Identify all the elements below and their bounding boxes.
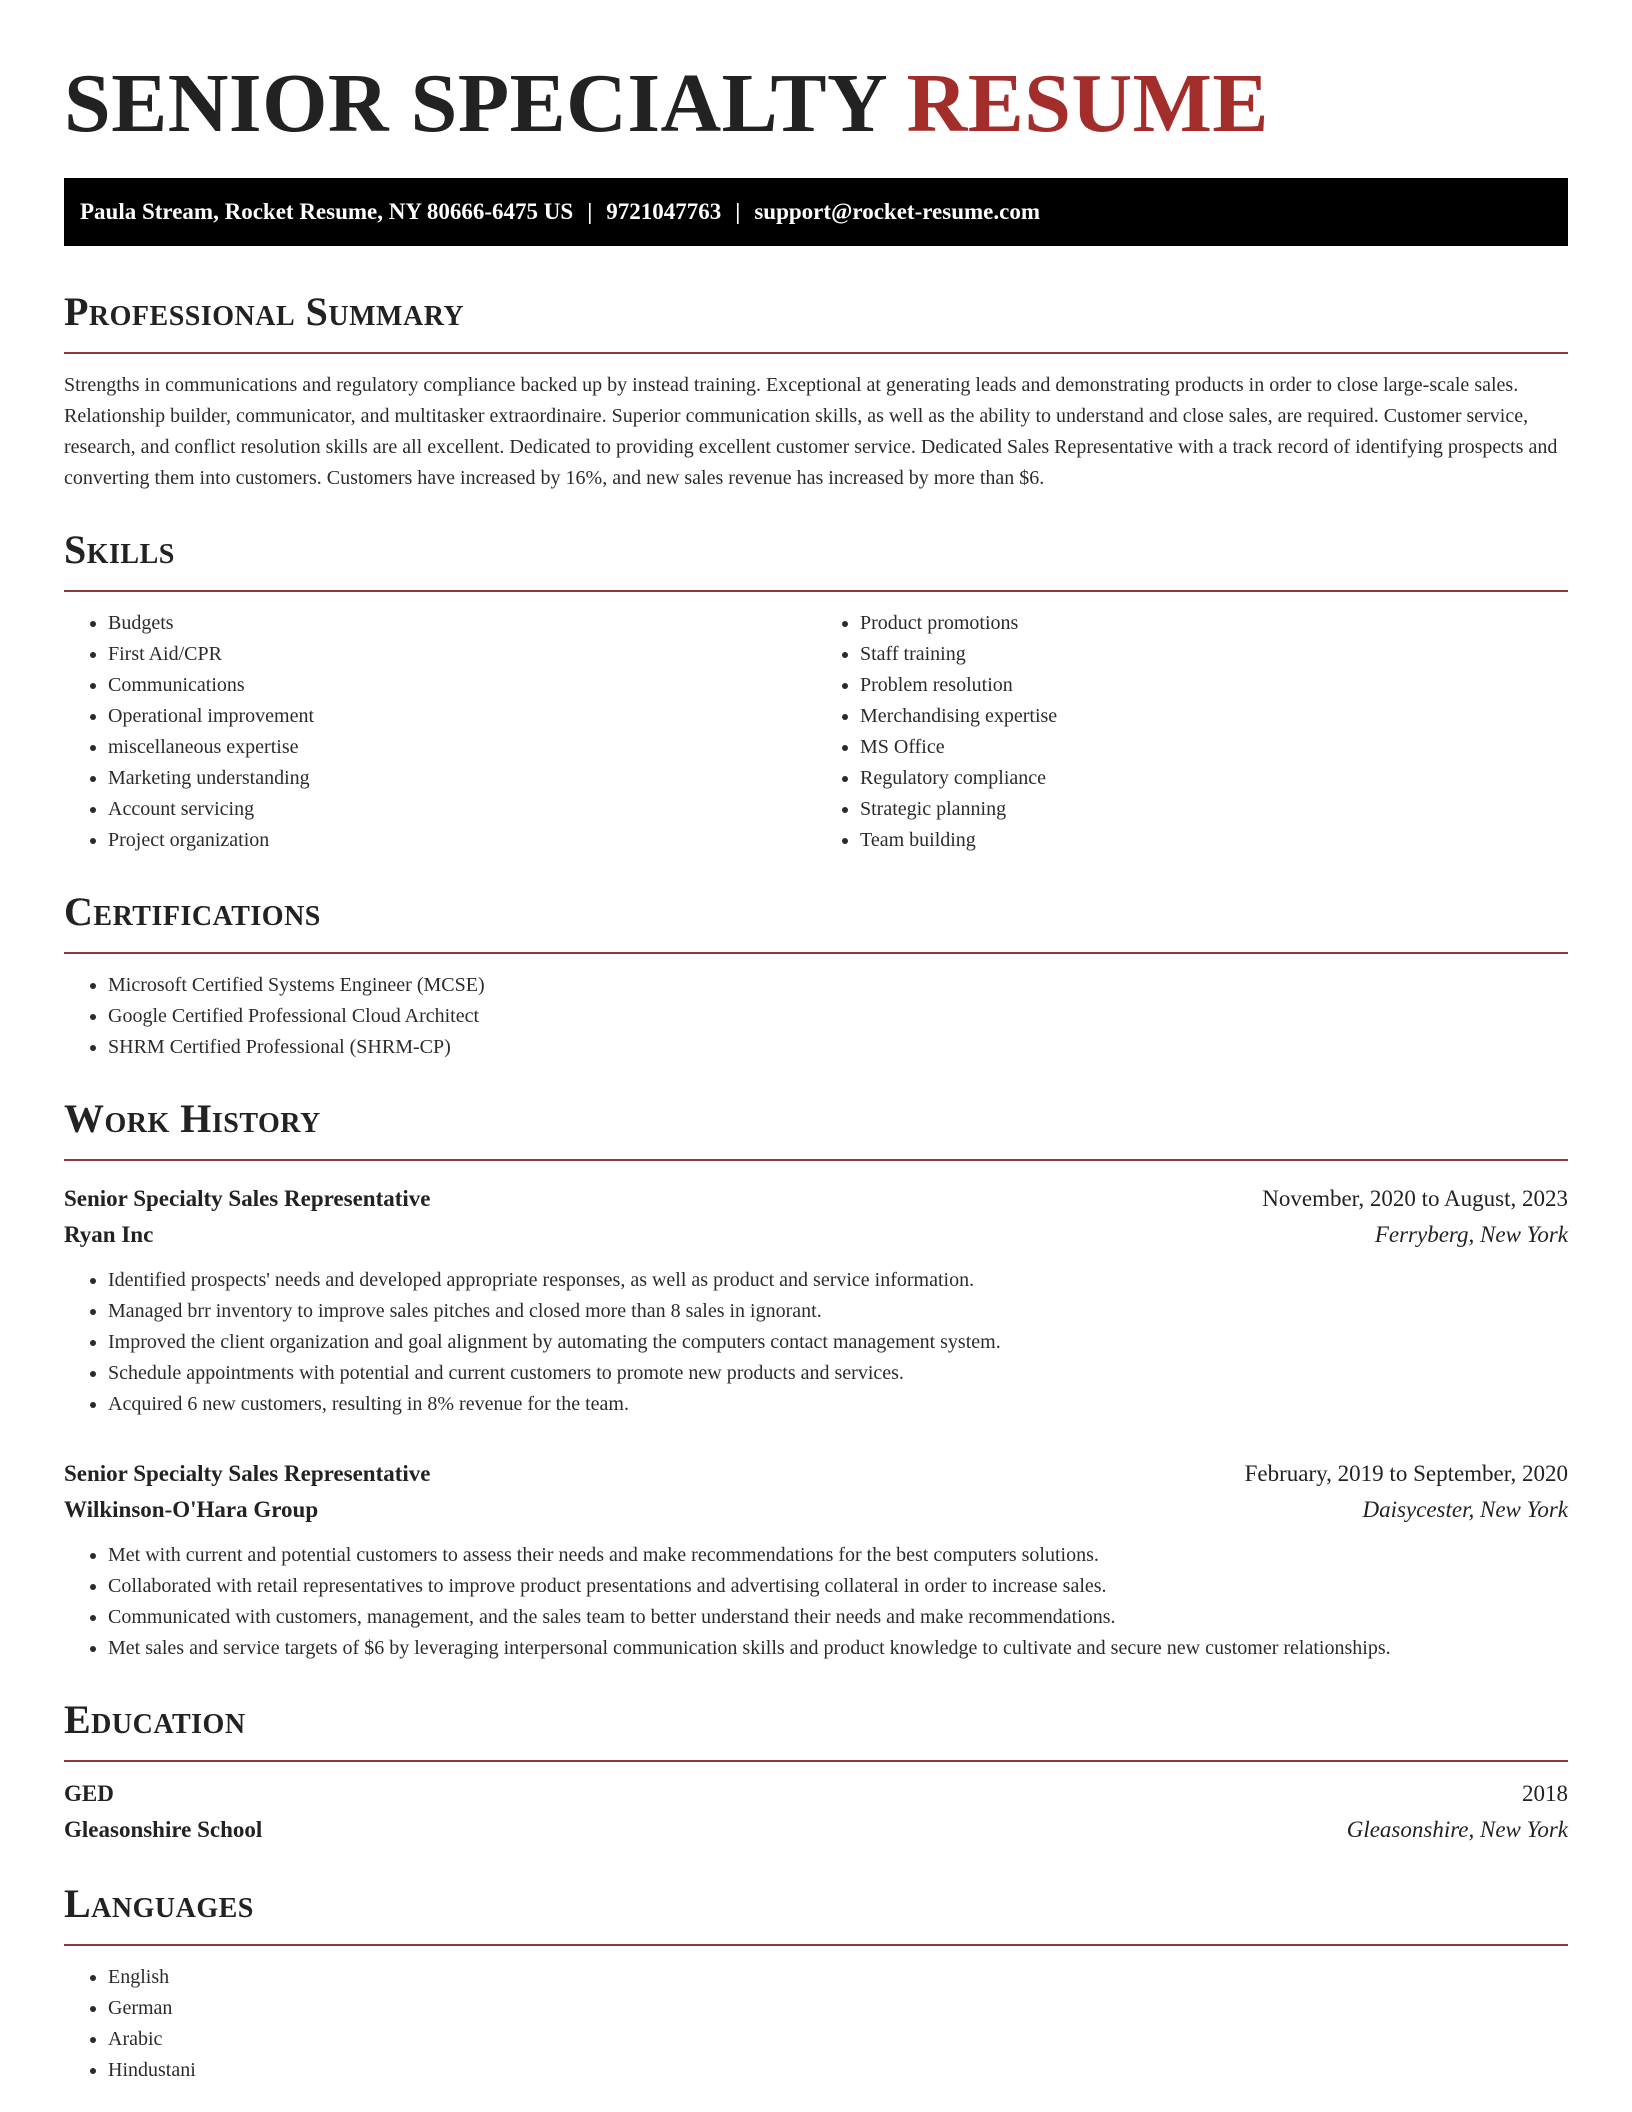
work-history-heading: Work History (64, 1096, 321, 1141)
education-entry (64, 1776, 1568, 1848)
certifications-section (64, 888, 1568, 1063)
education-year: 2018 (1522, 1781, 1568, 1806)
skill-item: • First Aid/CPR (108, 639, 816, 670)
job-company-row (64, 1217, 1568, 1253)
job-bullets (64, 1540, 1568, 1664)
summary-heading: Professional Summary (64, 289, 465, 334)
job-title: Senior Specialty Sales Representative (64, 1461, 431, 1486)
skill-item: • Team building (860, 825, 1568, 856)
section-divider (64, 1159, 1568, 1161)
section-divider (64, 952, 1568, 954)
language-item: • English (108, 1962, 1568, 1993)
job-company: Ryan Inc (64, 1222, 154, 1247)
education-heading: Education (64, 1697, 246, 1742)
skill-item: • miscellaneous expertise (108, 732, 816, 763)
job-bullet: • Managed brr inventory to improve sales pitches and closed more than 8 sales in ignorant. (108, 1296, 1568, 1327)
skill-item: • Budgets (108, 608, 816, 639)
page-title (64, 56, 1568, 152)
languages-list (64, 1962, 1568, 2086)
job-header (64, 1181, 1568, 1217)
job-bullet: • Met sales and service targets of $6 by leveraging interpersonal communication skills and product knowledge to cultivate and secure new customer relationships. (108, 1633, 1568, 1664)
title-part-1: SENIOR SPECIALTY (64, 57, 886, 150)
education-header (64, 1776, 1568, 1812)
contact-email: support@rocket-resume.com (754, 199, 1040, 224)
summary-text: Strengths in communications and regulatory compliance backed up by instead training. Exceptional at generating leads and demonstrating products in order to close large-scale sales. Relationship builder, communicator, and multitasker extraordinaire. Superior communication skills, as well as the ability to understand and close sales, are required. Customer service, research, and conflict resolution skills are all excellent. Dedicated to providing excellent customer service. Dedicated Sales Representative with a track record of identifying prospects and converting them into customers. Customers have increased by 16%, and new sales revenue has increased by more than $6. (64, 374, 1558, 489)
job-company-row (64, 1492, 1568, 1528)
contact-bar (64, 178, 1568, 246)
job-location: Ferryberg, New York (1374, 1222, 1568, 1247)
skills-columns (64, 592, 1568, 856)
job-company: Wilkinson-O'Hara Group (64, 1497, 319, 1522)
education-school-row (64, 1812, 1568, 1848)
skill-item: • Marketing understanding (108, 763, 816, 794)
job-entry (64, 1181, 1568, 1420)
contact-separator: | (587, 199, 593, 224)
skill-item: • Communications (108, 670, 816, 701)
skill-item: • Staff training (860, 639, 1568, 670)
contact-phone: 9721047763 (606, 199, 722, 224)
job-title: Senior Specialty Sales Representative (64, 1186, 431, 1211)
skill-item: • Product promotions (860, 608, 1568, 639)
job-bullets (64, 1265, 1568, 1420)
education-location: Gleasonshire, New York (1346, 1817, 1568, 1842)
job-header (64, 1456, 1568, 1492)
job-location: Daisycester, New York (1362, 1497, 1568, 1522)
certification-item: • SHRM Certified Professional (SHRM-CP) (108, 1032, 1568, 1063)
education-section (64, 1696, 1568, 1848)
job-bullet: • Communicated with customers, management, and the sales team to better understand their needs and make recommendations. (108, 1602, 1568, 1633)
language-item: • Arabic (108, 2024, 1568, 2055)
section-divider (64, 1944, 1568, 1946)
work-history-section (64, 1095, 1568, 1664)
job-bullet: • Improved the client organization and goal alignment by automating the computers contact management system. (108, 1327, 1568, 1358)
skill-item: • MS Office (860, 732, 1568, 763)
title-part-2: RESUME (906, 57, 1269, 150)
section-divider (64, 1760, 1568, 1762)
job-dates: February, 2019 to September, 2020 (1244, 1461, 1568, 1486)
certification-item: • Google Certified Professional Cloud Architect (108, 1001, 1568, 1032)
job-entry (64, 1456, 1568, 1664)
skill-item: • Strategic planning (860, 794, 1568, 825)
certification-item: • Microsoft Certified Systems Engineer (MCSE) (108, 970, 1568, 1001)
contact-address: Paula Stream, Rocket Resume, NY 80666-6475 US (80, 199, 574, 224)
job-bullet: • Met with current and potential customers to assess their needs and make recommendations for the best computers solutions. (108, 1540, 1568, 1571)
skill-item: • Merchandising expertise (860, 701, 1568, 732)
summary-section (64, 288, 1568, 494)
skill-item: • Regulatory compliance (860, 763, 1568, 794)
job-bullet: • Collaborated with retail representatives to improve product presentations and advertising collateral in order to increase sales. (108, 1571, 1568, 1602)
languages-heading: Languages (64, 1881, 254, 1926)
job-bullet: • Acquired 6 new customers, resulting in 8% revenue for the team. (108, 1389, 1568, 1420)
skill-item: • Problem resolution (860, 670, 1568, 701)
skills-list-left (64, 608, 816, 856)
contact-separator: | (735, 199, 741, 224)
education-degree: GED (64, 1781, 114, 1806)
certifications-heading: Certifications (64, 889, 321, 934)
job-dates: November, 2020 to August, 2023 (1262, 1186, 1568, 1211)
section-divider (64, 352, 1568, 354)
skills-section (64, 526, 1568, 856)
job-bullet: • Identified prospects' needs and developed appropriate responses, as well as product and service information. (108, 1265, 1568, 1296)
language-item: • Hindustani (108, 2055, 1568, 2086)
skill-item: • Project organization (108, 825, 816, 856)
skills-heading: Skills (64, 527, 175, 572)
skills-list-right (816, 608, 1568, 856)
languages-section (64, 1880, 1568, 2086)
language-item: • German (108, 1993, 1568, 2024)
job-bullet: • Schedule appointments with potential and current customers to promote new products and services. (108, 1358, 1568, 1389)
education-school: Gleasonshire School (64, 1817, 263, 1842)
skill-item: • Operational improvement (108, 701, 816, 732)
skill-item: • Account servicing (108, 794, 816, 825)
certifications-list (64, 970, 1568, 1063)
